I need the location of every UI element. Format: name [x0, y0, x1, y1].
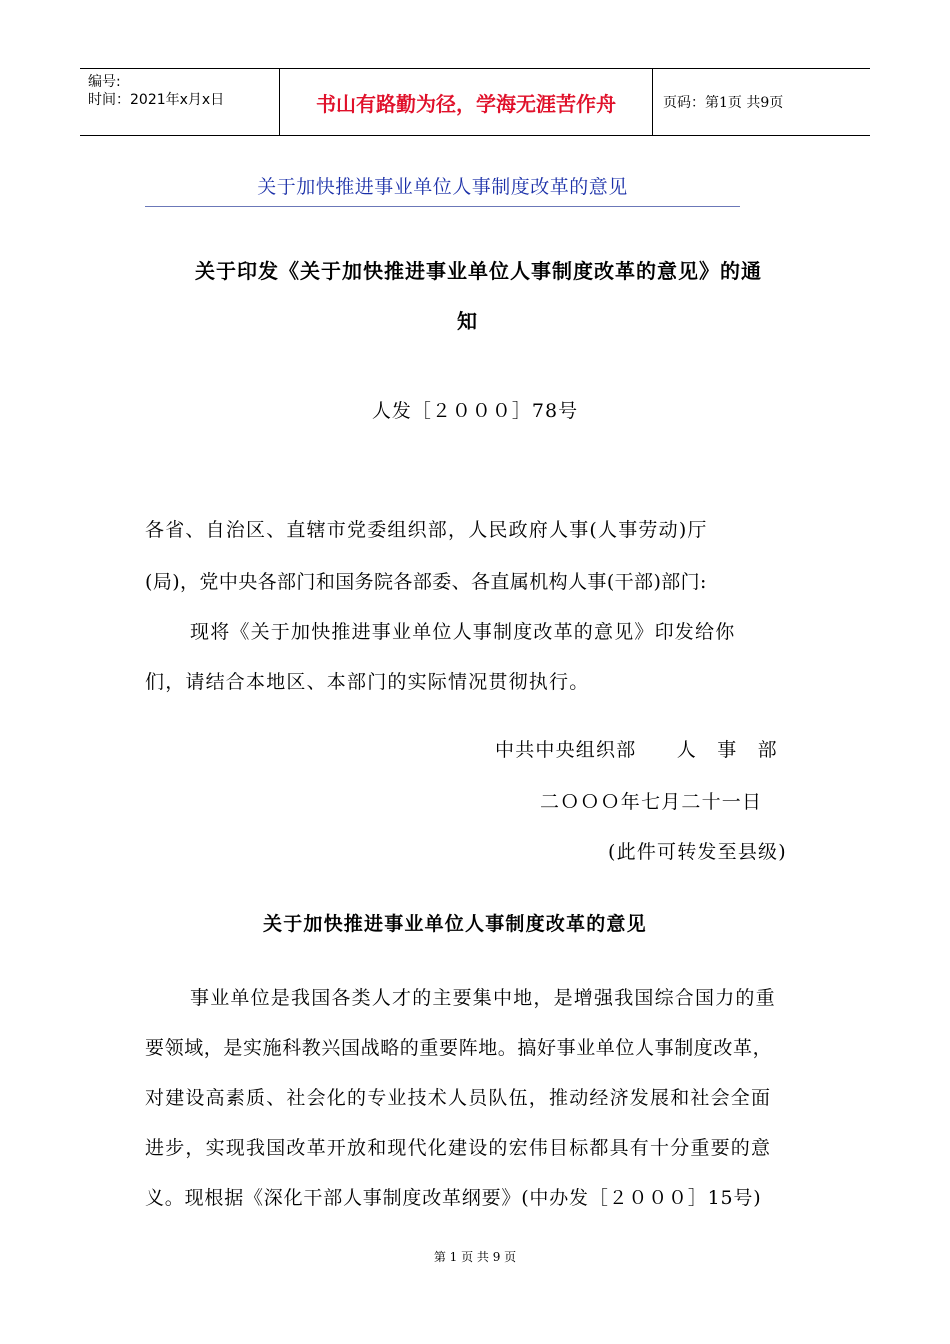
body-line2: 们，请结合本地区、本部门的实际情况贯彻执行。: [145, 671, 590, 693]
page-info-cell: [653, 69, 870, 135]
header-table: [80, 68, 870, 136]
opinion-line: 事业单位是我国各类人才的主要集中地，是增强我国综合国力的重: [190, 987, 776, 1009]
document-number: 人发［２０００］78号: [371, 400, 579, 422]
recipient-line1: 各省、自治区、直辖市党委组织部，人民政府人事(人事劳动)厅: [145, 519, 708, 541]
date-label: 时间：2021年x月x日: [88, 92, 225, 108]
header-meta-cell: [80, 69, 280, 135]
page-info-text: 页码：第1页 共9页: [663, 95, 784, 111]
notice-title-line2: 知: [457, 309, 478, 333]
opinion-line: 对建设高素质、社会化的专业技术人员队伍，推动经济发展和社会全面: [145, 1087, 772, 1109]
forwarding-note: (此件可转发至县级): [608, 841, 787, 863]
motto-cell: [280, 69, 653, 135]
issue-date: 二ＯＯＯ年七月二十一日: [540, 791, 763, 813]
opinion-line: 义。现根据《深化干部人事制度改革纲要》(中办发［２０００］15号): [145, 1187, 762, 1209]
signature: 中共中央组织部 人 事 部: [495, 739, 778, 761]
body-line1: 现将《关于加快推进事业单位人事制度改革的意见》印发给你: [190, 621, 736, 643]
document-title: 关于加快推进事业单位人事制度改革的意见: [257, 176, 628, 198]
notice-title-line1: 关于印发《关于加快推进事业单位人事制度改革的意见》的通: [195, 259, 762, 283]
opinion-line: 进步，实现我国改革开放和现代化建设的宏伟目标都具有十分重要的意: [145, 1137, 772, 1159]
opinion-line: 要领域，是实施科教兴国战略的重要阵地。搞好事业单位人事制度改革，: [145, 1037, 773, 1059]
notice-title: [145, 246, 805, 346]
title-underline: [145, 206, 740, 207]
opinion-title: 关于加快推进事业单位人事制度改革的意见: [263, 913, 647, 935]
recipient-line2: (局)，党中央各部门和国务院各部委、各直属机构人事(干部)部门:: [145, 571, 707, 593]
page-footer: 第 1 页 共 9 页: [433, 1250, 517, 1264]
motto-text: 书山有路勤为径，学海无涯苦作舟: [316, 91, 616, 116]
number-label: 编号:: [88, 74, 121, 90]
